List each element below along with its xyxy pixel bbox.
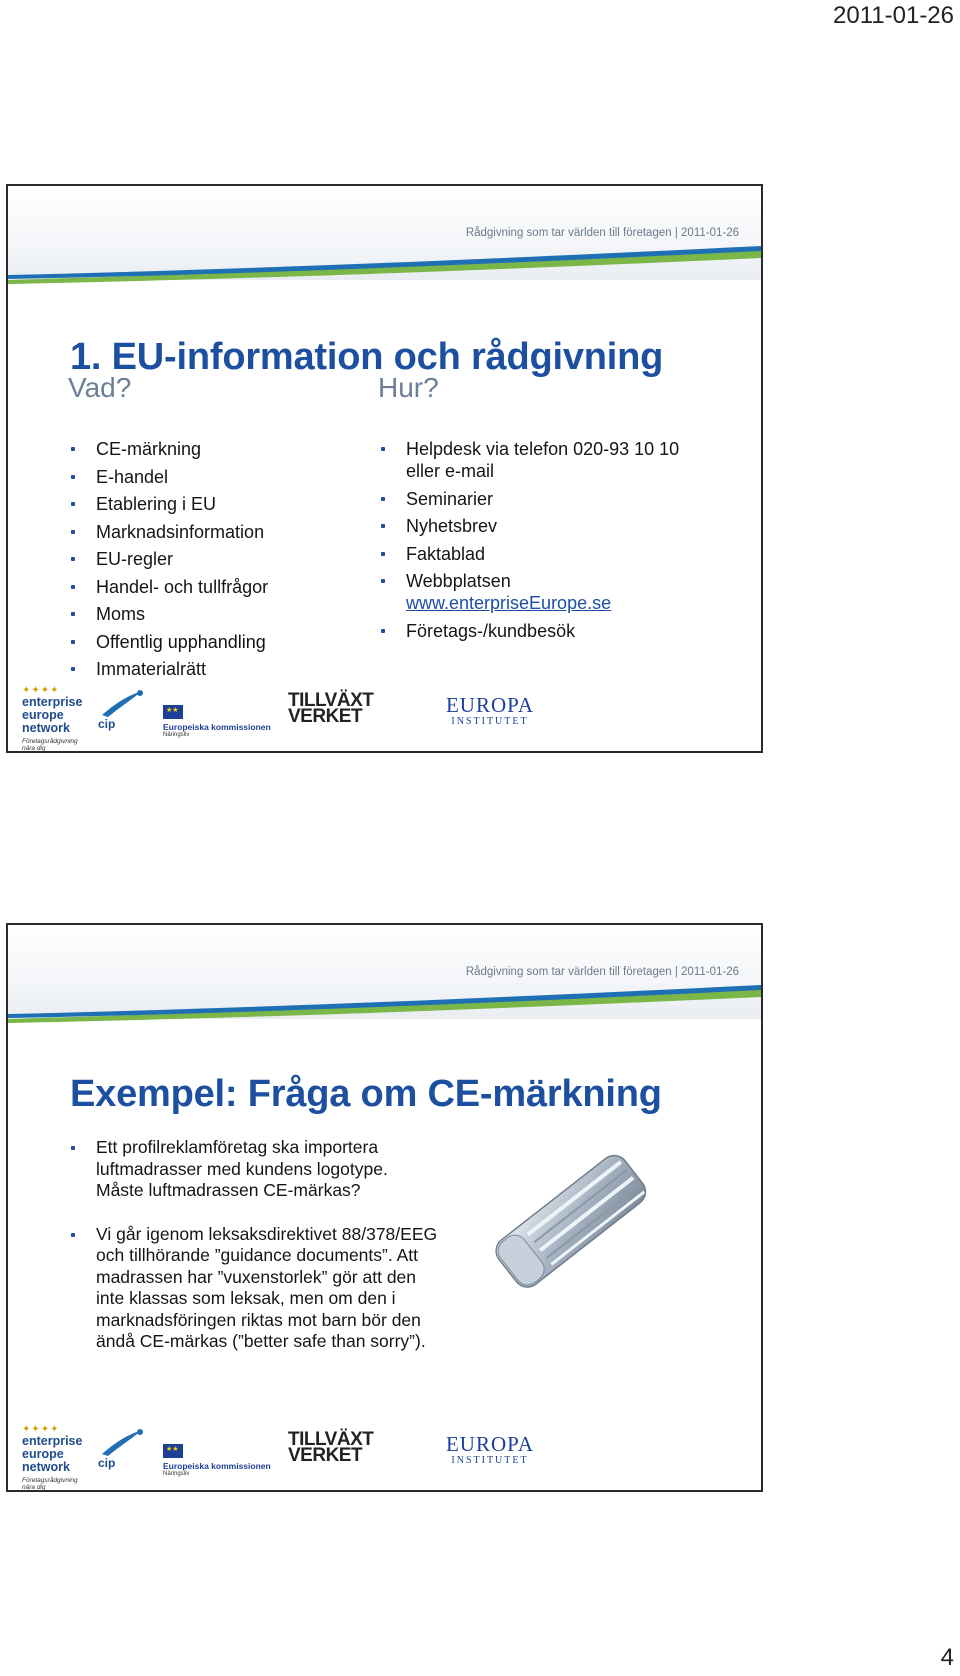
hur-heading: Hur? <box>378 372 439 403</box>
bullet-icon <box>71 475 75 479</box>
vad-list <box>68 438 388 686</box>
list-item: Nyhetsbrev <box>378 515 698 537</box>
list-item: Helpdesk via telefon 020-93 10 10 eller e-mail <box>378 438 698 482</box>
list-item: Moms <box>68 603 388 625</box>
bullet-icon <box>381 579 385 583</box>
website-link[interactable]: www.enterpriseEurope.se <box>406 593 612 613</box>
bullet-icon <box>381 552 385 556</box>
star-icon: ✦✦✦✦ <box>22 685 60 696</box>
air-mattress-image <box>470 1137 660 1307</box>
eu-flag-icon: ★★ <box>163 705 183 719</box>
tillvaxtverket-logo: TILLVÄXT VERKET <box>288 690 374 727</box>
page-date: 2011-01-26 <box>833 2 954 29</box>
slide-2 <box>6 923 763 1492</box>
vad-heading: Vad? <box>68 372 132 403</box>
bullet-icon <box>71 1233 75 1237</box>
list-item: CE-märkning <box>68 438 388 460</box>
bullet-icon <box>71 640 75 644</box>
page-number: 4 <box>940 1644 954 1671</box>
bullet-icon <box>71 502 75 506</box>
list-item: Etablering i EU <box>68 493 388 515</box>
bullet-icon <box>71 447 75 451</box>
slide-title: Exempel: Fråga om CE-märkning <box>70 1073 662 1115</box>
footer-logos <box>8 673 761 751</box>
european-commission-logo: ★★ Europeiska kommissionen Näringsliv <box>163 706 271 738</box>
cip-logo: cip <box>94 687 154 737</box>
list-item: Faktablad <box>378 543 698 565</box>
bullet-icon <box>381 447 385 451</box>
bullet-icon <box>71 667 75 671</box>
example-list <box>68 1137 438 1375</box>
bullet-icon <box>71 1146 75 1150</box>
list-item: Marknadsinformation <box>68 521 388 543</box>
list-item: Seminarier <box>378 488 698 510</box>
hur-list <box>378 438 698 647</box>
tillvaxtverket-logo: TILLVÄXT VERKET <box>288 1429 374 1466</box>
european-commission-logo: ★★ Europeiska kommissionen Näringsliv <box>163 1445 271 1477</box>
footer-logos <box>8 1412 761 1490</box>
slide-1 <box>6 184 763 753</box>
slide-header <box>8 186 761 280</box>
list-item: Ett profilreklamföretag ska importera luftmadrasser med kundens logotype. Måste luftmadrassen CE-märkas? <box>68 1137 438 1202</box>
europainstitutet-logo: EUROPA INSTITUTET <box>445 1432 535 1466</box>
header-stripe <box>8 244 761 284</box>
enterprise-europe-network-logo: ✦✦✦✦ enterprise europe network Företagsrådgivning nära dig <box>22 685 83 752</box>
slide-title: 1. EU-information och rådgivning <box>70 336 664 378</box>
bullet-icon <box>381 497 385 501</box>
header-stripe <box>8 983 761 1023</box>
bullet-icon <box>71 557 75 561</box>
bullet-icon <box>381 629 385 633</box>
list-item: Offentlig upphandling <box>68 631 388 653</box>
list-item: Webbplatsen www.enterpriseEurope.se <box>378 570 698 614</box>
list-item: Vi går igenom leksaksdirektivet 88/378/EEG och tillhörande ”guidance documents”. Att madrassen har ”vuxenstorlek” gör att den inte klassas som leksak, men om den i marknadsföringen riktas mot barn bör den ändå CE-märkas (”better safe than sorry”). <box>68 1224 438 1353</box>
star-icon: ✦✦✦✦ <box>22 1424 60 1435</box>
bullet-icon <box>71 530 75 534</box>
list-item: Immaterialrätt <box>68 658 388 680</box>
europainstitutet-logo: EUROPA INSTITUTET <box>445 693 535 727</box>
enterprise-europe-network-logo: ✦✦✦✦ enterprise europe network Företagsrådgivning nära dig <box>22 1424 83 1491</box>
slide-tagline: Rådgivning som tar världen till företagen | 2011-01-26 <box>465 966 739 978</box>
list-item: Företags-/kundbesök <box>378 620 698 642</box>
slide-tagline: Rådgivning som tar världen till företagen | 2011-01-26 <box>465 227 739 239</box>
bullet-icon <box>71 585 75 589</box>
eu-flag-icon: ★★ <box>163 1444 183 1458</box>
list-item: Handel- och tullfrågor <box>68 576 388 598</box>
slide-header <box>8 925 761 1019</box>
bullet-icon <box>381 524 385 528</box>
list-item: EU-regler <box>68 548 388 570</box>
swoosh-icon <box>94 687 154 719</box>
swoosh-icon <box>94 1426 154 1458</box>
list-item: E-handel <box>68 466 388 488</box>
cip-logo: cip <box>94 1426 154 1476</box>
bullet-icon <box>71 612 75 616</box>
